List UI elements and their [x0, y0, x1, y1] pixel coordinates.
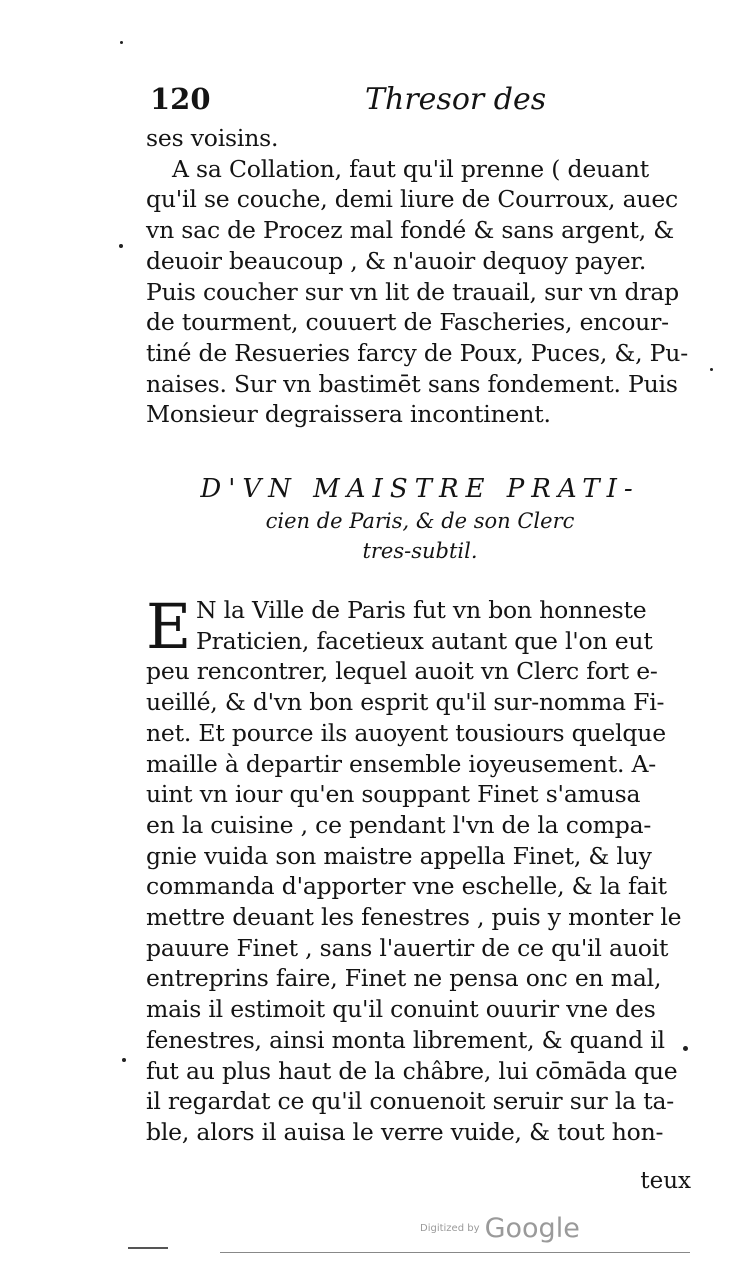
- text-line: Monsieur degraissera incontinent.: [146, 400, 551, 429]
- text-line: qu'il se couche, demi liure de Courroux, auec: [146, 185, 679, 214]
- text-line: gnie vuida son maistre appella Finet, & luy: [146, 841, 652, 870]
- text-line: de tourment, couuert de Fascheries, encour-: [146, 308, 669, 337]
- heading-line: cien de Paris, & de son Clerc: [265, 509, 575, 533]
- heading-line: D'VN MAISTRE PRATI-: [200, 474, 640, 504]
- text-line: il regardat ce qu'il conuenoit seruir sur la ta-: [146, 1087, 675, 1116]
- text-line: vn sac de Procez mal fondé & sans argent, &: [146, 216, 674, 245]
- text-line: ble, alors il auisa le verre vuide, & tout hon-: [146, 1117, 664, 1146]
- watermark-prefix: Digitized by: [420, 1223, 480, 1234]
- scan-artifact: [220, 1252, 690, 1253]
- page-number: 120: [150, 82, 211, 116]
- section-heading: [150, 473, 690, 566]
- text-line: fenestres, ainsi monta librement, & quand il: [146, 1025, 665, 1054]
- text-line: maille à departir ensemble ioyeusement. A-: [146, 749, 657, 778]
- text-line: ses voisins.: [146, 124, 279, 152]
- text-line: commanda d'apporter vne eschelle, & la fait: [146, 872, 667, 901]
- text-line: Praticien, facetieux autant que l'on eut: [196, 626, 653, 655]
- scan-speck: [122, 1058, 126, 1062]
- drop-cap: E: [146, 590, 192, 663]
- text-line: en la cuisine , ce pendant l'vn de la compa-: [146, 810, 652, 839]
- scan-artifact: [128, 1247, 168, 1249]
- text-line: entreprins faire, Finet ne pensa onc en mal,: [146, 964, 662, 993]
- heading-line: tres-subtil.: [362, 539, 478, 563]
- text-line: N la Ville de Paris fut vn bon honneste: [196, 596, 647, 624]
- text-line: tiné de Resueries farcy de Poux, Puces, &, Pu-: [146, 338, 688, 367]
- text-line: Puis coucher sur vn lit de trauail, sur vn drap: [146, 277, 680, 306]
- text-line: fut au plus haut de la châbre, lui cōmāda que: [146, 1056, 678, 1085]
- text-line: naises. Sur vn bastimēt sans fondement. Puis: [146, 369, 678, 398]
- text-line: pauure Finet , sans l'auertir de ce qu'il auoit: [146, 933, 669, 962]
- scan-speck: [120, 41, 123, 44]
- scan-speck: [119, 244, 123, 248]
- google-watermark: [420, 1213, 580, 1244]
- text-line: mais il estimoit qu'il conuint ouurir vne des: [146, 995, 656, 1024]
- scan-speck: [683, 1046, 688, 1051]
- running-head: Thresor des: [365, 82, 547, 117]
- story-paragraph: [146, 590, 691, 1148]
- text-line: uint vn iour qu'en souppant Finet s'amusa: [146, 780, 641, 809]
- google-logo: Google: [484, 1213, 580, 1244]
- catchword: teux: [640, 1168, 691, 1194]
- text-line: net. Et pource ils auoyent tousiours quelque: [146, 718, 666, 747]
- top-paragraph: [146, 123, 691, 430]
- page-header: [150, 82, 690, 126]
- text-line: deuoir beaucoup , & n'auoir dequoy payer.: [146, 246, 647, 275]
- text-line: peu rencontrer, lequel auoit vn Clerc fort e-: [146, 657, 658, 686]
- text-line: A sa Collation, faut qu'il prenne ( deuant: [172, 154, 649, 183]
- text-line: ueillé, & d'vn bon esprit qu'il sur-nomma Fi-: [146, 688, 665, 717]
- text-line: mettre deuant les fenestres , puis y monter le: [146, 903, 682, 932]
- scan-speck: [710, 368, 713, 371]
